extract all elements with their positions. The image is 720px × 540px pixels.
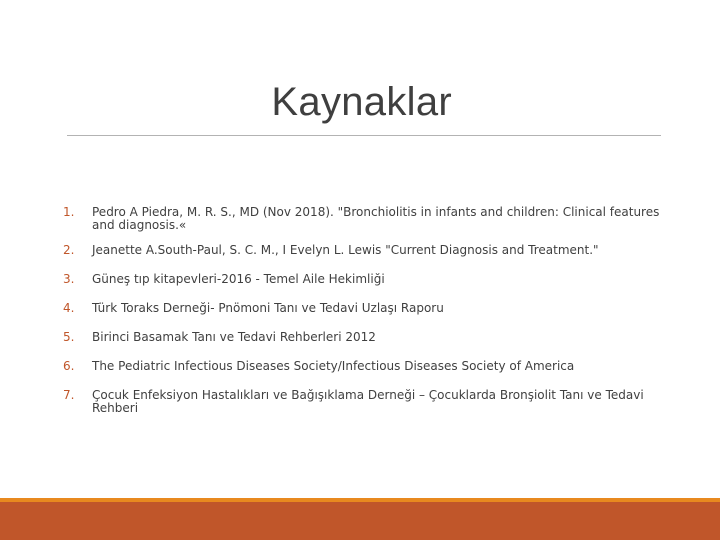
reference-item-5	[63, 331, 663, 344]
title-divider	[67, 135, 661, 136]
reference-item-6	[63, 360, 663, 373]
reference-number: 1.	[63, 205, 75, 219]
reference-item-3	[63, 273, 663, 286]
reference-list	[63, 206, 663, 427]
footer-bar	[0, 502, 720, 540]
reference-item-7	[63, 389, 663, 415]
reference-text: Türk Toraks Derneği- Pnömoni Tanı ve Tedavi Uzlaşı Raporu	[92, 301, 444, 315]
reference-text: Pedro A Piedra, M. R. S., MD (Nov 2018). "Bronchiolitis in infants and children: Clinical features and diagnosis.«	[92, 205, 660, 232]
reference-text: Güneş tıp kitapevleri-2016 - Temel Aile Hekimliği	[92, 272, 385, 286]
reference-text: Jeanette A.South-Paul, S. C. M., I Evelyn L. Lewis "Current Diagnosis and Treatment."	[92, 243, 599, 257]
reference-number: 4.	[63, 301, 75, 315]
reference-number: 6.	[63, 359, 75, 373]
reference-item-2	[63, 244, 663, 257]
reference-item-1	[63, 206, 663, 232]
reference-number: 2.	[63, 243, 75, 257]
reference-item-4	[63, 302, 663, 315]
reference-text: Birinci Basamak Tanı ve Tedavi Rehberleri 2012	[92, 330, 376, 344]
reference-text: Çocuk Enfeksiyon Hastalıkları ve Bağışıklama Derneği – Çocuklarda Bronşiolit Tanı ve Tedavi Rehberi	[92, 388, 644, 415]
reference-number: 5.	[63, 330, 75, 344]
reference-number: 7.	[63, 388, 75, 402]
reference-text: The Pediatric Infectious Diseases Society/Infectious Diseases Society of America	[92, 359, 575, 373]
page-title: Kaynaklar	[271, 80, 452, 124]
reference-number: 3.	[63, 272, 75, 286]
